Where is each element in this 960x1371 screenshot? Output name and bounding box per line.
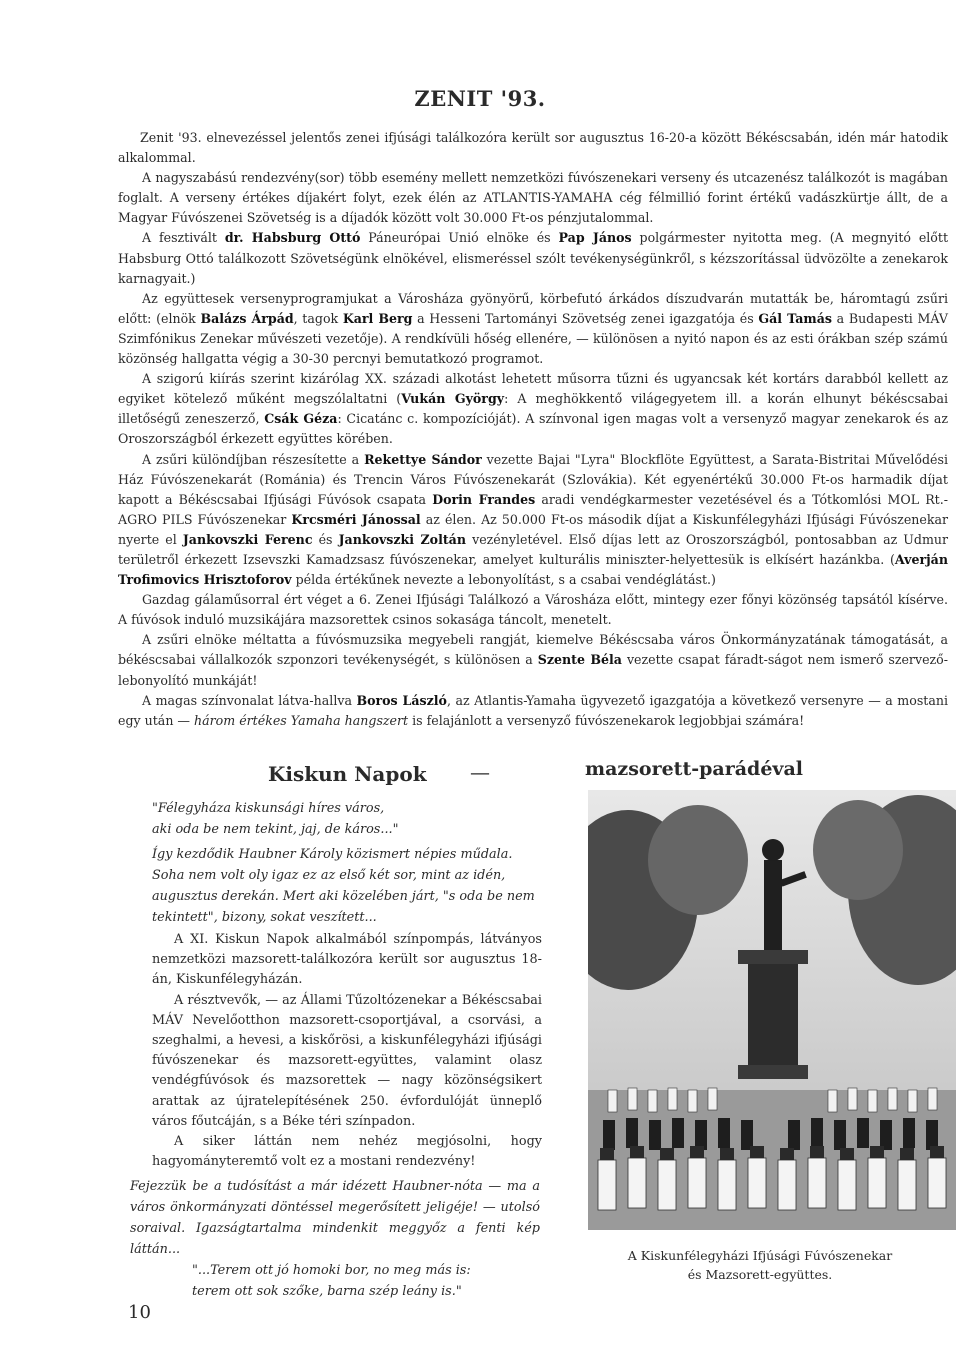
article-paragraph: A nagyszabású rendezvény(sor) több esemény mellett nemzetközi fúvószenekari verseny és utcazenész találkozót is magában foglalt. A verseny értékes díjakért folyt, ezek élén az ATLANTIS-YAMAHA cég félmillió forint értékű vadászkürtje állt, de a Magyar Fúvószenei Szövetség is a díjadók között volt 30.000 Ft-os pénzjutalommal. <box>118 170 948 226</box>
closing-verse: terem ott sok szőke, barna szép leány is." <box>192 1284 462 1299</box>
quote-line: "Félegyháza kiskunsági híres város, <box>152 801 385 816</box>
name-highlight: Boros László <box>356 692 447 708</box>
caption-line: és Mazsorett-együttes. <box>687 1267 833 1282</box>
article-paragraph: Az együttesek versenyprogramjukat a Városháza gyönyörű, körbefutó árkádos díszudvarán mutatták be, háromtagú zsűri előtt: (elnök Balázs Árpád, tagok Karl Berg a Hesseni Tartományi Szövetség zenei igazgatója és Gál Tamás a Budapesti MÁV Szimfónikus Zenekar művészeti vezetője). A rendkívüli hőség ellenére, — különösen a nyitó napon és az esti órákban szép számú közönség hallgatta végig a 30-30 percnyi bemutatkozó programot. <box>118 290 948 367</box>
article-paragraph: A fesztivált dr. Habsburg Ottó Páneurópai Unió elnöke és Pap János polgármester nyitotta meg. (A megnyitó előtt Habsburg Ottó találkozott Szövetségünk elnökével, elismeréssel szólt tevékenységünkről, s kézszorítással üdvözölte a zenekarok karnagyait.) <box>118 230 949 286</box>
section-title: mazsorett-parádéval <box>585 758 803 780</box>
section-title: Kiskun Napok <box>268 762 427 786</box>
name-highlight: Karl Berg <box>342 310 413 326</box>
name-highlight: Csák Géza <box>264 411 338 427</box>
main-article <box>118 128 948 731</box>
name-highlight: Szente Béla <box>537 652 622 668</box>
emphasis: három értékes Yamaha hangszert <box>194 712 409 728</box>
closing-text <box>130 1176 540 1302</box>
name-highlight: Krcsméri Jánossal <box>291 511 421 527</box>
article-paragraph: A siker láttán nem nehéz megjósolni, hogy hagyományteremtő volt ez a mostani rendezvény! <box>152 1134 542 1170</box>
section-title-dash: — <box>470 760 490 784</box>
name-highlight: Dorin Frandes <box>432 491 536 507</box>
article-paragraph: A résztvevők, — az Állami Tűzoltózenekar a Békéscsabai MÁV Nevelőotthon mazsorett-csoportjával, a csorvási, a szeghalmi, a hevesi, a kiskőrösi, a kiskunfélegyházi ifjúsági fúvószenekar és mazsorett-együttes, valamint olasz vendégfúvósok és mazsorettek — nagy közönségsikert arattak az újratelepítésének 250. évfordulóját ünneplő város főutcáján, s a Béke téri színpadon. <box>152 992 542 1129</box>
page-title: ZENIT '93. <box>414 86 546 111</box>
article-paragraph: A XI. Kiskun Napok alkalmából színpompás, látványos nemzetközi mazsorett-találkozóra került sor augusztus 18-án, Kiskunfélegyházán. <box>152 932 542 988</box>
name-highlight: Pap János <box>558 230 632 246</box>
name-highlight: Averján Trofimovics Hrisztoforov <box>118 551 948 588</box>
mazsorett-article <box>152 930 542 1172</box>
article-paragraph: A szigorú kiírás szerint kizárólag XX. századi alkotást lehetett műsorra tűzni és ugyancsak két kortárs darabból kellett az egyiket kötelező műként megszólaltatni (Vukán György: A meghökkentő világegyetem ill. a korán elhunyt békéscsabai illetőségű zeneszerző, Csák Géza: Cicatánc c. kompozícióját). A színvonal igen magas volt a versenyző magyar zenekarok és az Oroszországból érkezett együttes körében. <box>118 371 949 447</box>
article-paragraph: A zsűri különdíjban részesítette a Rekettye Sándor vezette Bajai "Lyra" Blockflöte Együttest, a Saratа-Bistritai Művelődési Ház Fúvószenekarát (Románia) és Trencin Város Fúvószenekarát (Szlovákia). Két egyenértékű 30.000 Ft-os harmadik díjat kapott a Békéscsabai Ifjúsági Fúvósok csapata Dorin Frandes aradi vendégkarmester vezetésével és a Tótkomlósi MOL Rt.-AGRO PILS Fúvószenekar Krcsméri Jánossal az élen. Az 50.000 Ft-os második díjat a Kiskunfélegyházi Ifjúsági Fúvószenekar nyerte el Jankovszki Ferenc és Jankovszki Zoltán vezényletével. Első díjas lett az Oroszországból, pontosabban az Udmur területről érkezett Izsevszki Kamadzsasz fúvószenekar, amelyet kulturális miniszter-helyettesük is elkísért hazánkba. (Averján Trofimovics Hrisztoforov példa értékűnek nevezte a lebonyolítást, s a csabai vendéglátást.) <box>118 451 949 588</box>
name-highlight: Balázs Árpád <box>200 310 294 326</box>
caption-line: A Kiskunfélegyházi Ifjúsági Fúvószenekar <box>627 1248 893 1263</box>
article-paragraph: Zenit '93. elnevezéssel jelentős zenei ifjúsági találkozóra került sor augusztus 16-20-a között Békéscsabán, idén már hatodik alkalommal. <box>118 130 948 166</box>
closing-paragraph: Fejezzük be a tudósítást a már idézett Haubner-nóta — ma a város önkormányzati döntéssel megerősített jeligéje! — utolsó soraival. Igazságtartalma mindenkit meggyőz a fenti kép láttán... <box>130 1179 540 1257</box>
closing-verse: "...Terem ott jó homoki bor, no meg más is: <box>192 1263 471 1278</box>
quote-lead: Így kezdődik Haubner Károly közismert népies műdala. Soha nem volt oly igaz ez az első két sor, mint az idén, augusztus derekán. Mert aki közelében járt, "s oda be nem tekintett", bizony, sokat veszített... <box>152 847 535 925</box>
name-highlight: dr. Habsburg Ottó <box>224 230 361 246</box>
article-paragraph: A zsűri elnöke méltatta a fúvósmuzsika megyebeli rangját, kiemelve Békéscsaba város Önkormányzatának támogatását, a békéscsabai vállalkozók szponzori tevékenységét, s különösen a Szente Béla vezette csapat fáradt-ságot nem ismerő szervező-lebonyolító munkáját! <box>118 632 948 688</box>
name-highlight: Vukán György <box>401 391 505 407</box>
name-highlight: Gál Tamás <box>758 310 832 326</box>
photo-caption <box>605 1246 915 1284</box>
quote-line: aki oda be nem tekint, jaj, de káros..." <box>152 822 399 837</box>
page-number: 10 <box>128 1302 151 1323</box>
name-highlight: Rekettye Sándor <box>364 451 482 467</box>
photo-illustration <box>588 790 956 1230</box>
name-highlight: Jankovszki Ferenc <box>182 531 313 547</box>
article-paragraph: Gazdag gálaműsorral ért véget a 6. Zenei Ifjúsági Találkozó a Városháza előtt, mintegy ezer főnyi közönség tapsától kísérve. A fúvósok induló muzsikájára mazsorettek csinos sokasága táncolt, menetelt. <box>118 592 948 628</box>
article-paragraph: A magas színvonalat látva-hallva Boros László, az Atlantis-Yamaha ügyvezető igazgatója a következő versenyre — a mostani egy után — három értékes Yamaha hangszert is felajánlott a versenyző fúvószenekarok legjobbjai számára! <box>118 692 948 728</box>
name-highlight: Jankovszki Zoltán <box>338 531 467 547</box>
marching-band-photo <box>588 790 956 1230</box>
opening-quote <box>152 798 542 928</box>
